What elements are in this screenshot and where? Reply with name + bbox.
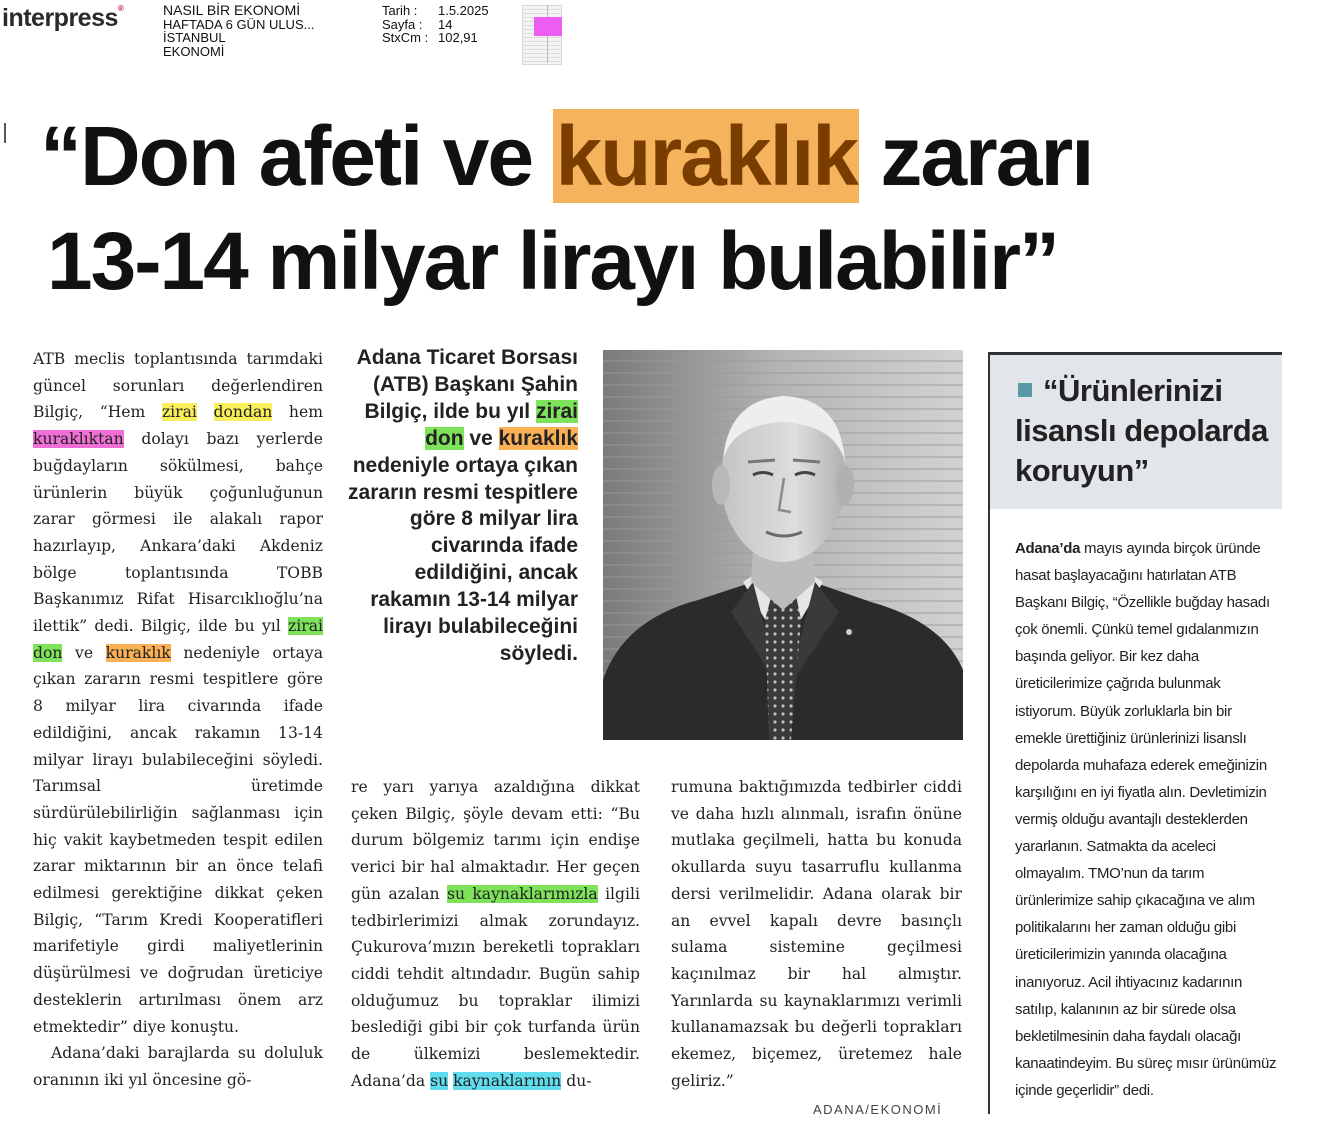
keyword-highlight: su kaynaklarımızla [446,884,598,903]
sidebar-title-text: “Ürünlerinizi lisanslı depolarda koruyun” [1015,373,1268,488]
headline-line-1 [40,106,1093,206]
sidebar-body [1015,535,1280,1104]
headline-text: zararı [859,109,1093,203]
keyword-highlight: kuraklık [105,643,171,662]
keyword-highlight: su [430,1071,449,1090]
text: du- [561,1071,592,1090]
publication-section: EKONOMİ [163,43,225,59]
paragraph: rumuna baktığımızda tedbirler ciddi ve daha hızlı alınmalı, israfın önüne mutlaka geçilmeli, hatta bu konuda okullarda suyu tasarruflu kullanma dersi verilmelidir. Adana olarak bir an evvel kapalı devre basınçlı sulama sistemine geçilmesi kaçınılmaz bir hal almıştır. Yarınlarda su kaynaklarımızı verimli kullanamazsak bu değerli toprakları ekemez, biçemez, üretemez hale geliriz.” [671,778,962,1090]
portrait-image [603,350,963,740]
publication-name: NASIL BİR EKONOMİ [163,2,301,18]
text: ATB meclis toplantısında tarımdaki güncel sorunları değerlendiren Bilgiç, “Hem [33,350,323,422]
sidebar-dateline: Adana’da [1015,540,1081,557]
text: nedeniyle ortaya çıkan zararın resmi tespitlere göre 8 milyar lira civarında ifade edildiğini, ancak rakamın 13-14 milyar lirayı bulabileceğini söyledi. [348,453,578,665]
meta-row-stxcm [382,31,489,45]
keyword-highlight: kaynaklarının [453,1071,562,1090]
keyword-highlight: kuraklık [498,426,578,450]
keyword-highlight: zirai don [425,399,578,450]
keyword-highlight: dondan [213,403,273,422]
meta-key: Tarih : [382,3,418,18]
publication-info [163,4,314,58]
text: Adana Ticaret Borsası (ATB) Başkanı Şahin Bilgiç, ilde bu yıl [356,346,578,423]
article-column-3 [671,774,962,1094]
keyword-highlight: zirai [161,403,197,422]
publication-frequency: HAFTADA 6 GÜN ULUS... [163,16,315,32]
registered-mark: ® [117,4,124,13]
headline-text: “Don afeti ve [40,109,554,203]
meta-value: 14 [438,16,453,32]
page-thumbnail-highlight [534,17,562,36]
text: hem [272,403,323,422]
text: nedeniyle ortaya çıkan zararın resmi tespitlere göre 8 milyar lira civarında ifade edildiğini, ancak rakamın 13-14 milyar lirayı bulabileceğini söyledi. Tarımsal üretimde sürdürülebilirliğin sağlanması için hiç vakit kaybetmeden tespit edilen zarar miktarının bir an önce telafi edilmesi gerektiğine dikkat çeken Bilgiç, “Tarım Kredi Kooperatifleri marifetiyle girdi maliyetlerinin düşürülmesi ve doğrudan üreticiye desteklerin artırılması önem arz etmektedir” diye konuştu. [33,643,323,1036]
article-column-1 [33,346,323,1094]
text: ilgili tedbirlerimizi almak zorundayız. Çukurova’mızın bereketli toprakları ciddi tehdit altındadır. Bugün sahip olduğumuz bu topraklar ilimizi beslediği gibi bir çok turfanda ürün de ülkemizi beslemektedir. Adana’da [351,884,640,1090]
keyword-highlight: zirai don [33,617,323,662]
interpress-logo [2,4,123,33]
meta-value: 102,91 [438,30,478,45]
publication-city: İSTANBUL [163,30,226,45]
text: re yarı yarıya azaldığına dikkat çeken Bilgiç, şöyle devam etti: “Bu durum bölgemiz tarımı için endişe verici bir hal almaktadır. Her geçen gün azalan [351,778,640,903]
headline-highlight: kuraklık [555,109,857,203]
sidebar-title [1015,371,1279,491]
headline-line-2: 13-14 milyar lirayı bulabilir” [47,216,1059,307]
meta-key: Sayfa : [382,16,423,32]
portrait-photo [603,350,963,740]
meta-row-date [382,4,489,18]
article-column-2 [351,774,640,1094]
paragraph [33,346,323,1040]
text: ve [463,426,499,450]
text [197,403,214,421]
meta-value: 1.5.2025 [438,3,489,18]
sidebar-text: mayıs ayında birçok üründe hasat başlayacağını hatırlatan ATB Başkanı Bilgiç, “Özellikle buğday hasadı çok önemli. Çünkü temel gıdalanmızın başında geliyor. Bir kez daha üreticilerimize çağrıda bulunmak istiyorum. Büyük zorluklarla bin bir emekle ürettiğiniz ürünlerinizi lisanslı depolarda muhafaza ederek emeğinizin karşılığını en iyi fiyatla alın. Devletimizin vermiş olduğu avantajlı desteklerden yararlanın. Satmakta da aceleci olmayalım. TMO’nun da tarım ürünlerimize sahip çıkacağına ve alım politikalarını her zaman olduğu gibi üreticilerimizin yanında olacağına inanıyoruz. Acil ihtiyacınız kadarının satılıp, kalanının az bir sürede olsa bekletilmesinin daha faydalı olacağı kanaatindeyim. Bu süreç mısır ürünümüz içinde geçerlidir” dedi. [1015,540,1277,1099]
logo-text: interpress [2,4,118,32]
text: dolayı bazı yerlerde buğdayların sökülmesi, bahçe ürünlerin büyük çoğunluğunun zarar görmesi ile alakalı rapor hazırlayıp, Ankara’daki Akdeniz bölge toplantısında TOBB Başkanımız Rifat Hisarcıklıoğlu’na ilettik” dedi. Bilgiç, ilde bu yıl [33,430,323,636]
margin-mark [4,123,6,143]
keyword-highlight: kuraklıktan [33,430,124,449]
paragraph [351,774,640,1094]
text: ve [62,643,106,662]
meta-key: StxCm : [382,30,429,45]
clipping-meta [382,4,489,45]
meta-row-page [382,18,489,32]
paragraph: Adana’daki barajlarda su doluluk oranının iki yıl öncesine gö- [33,1044,323,1089]
article-lead [345,345,578,668]
article-credit: ADANA/EKONOMİ [813,1102,943,1117]
